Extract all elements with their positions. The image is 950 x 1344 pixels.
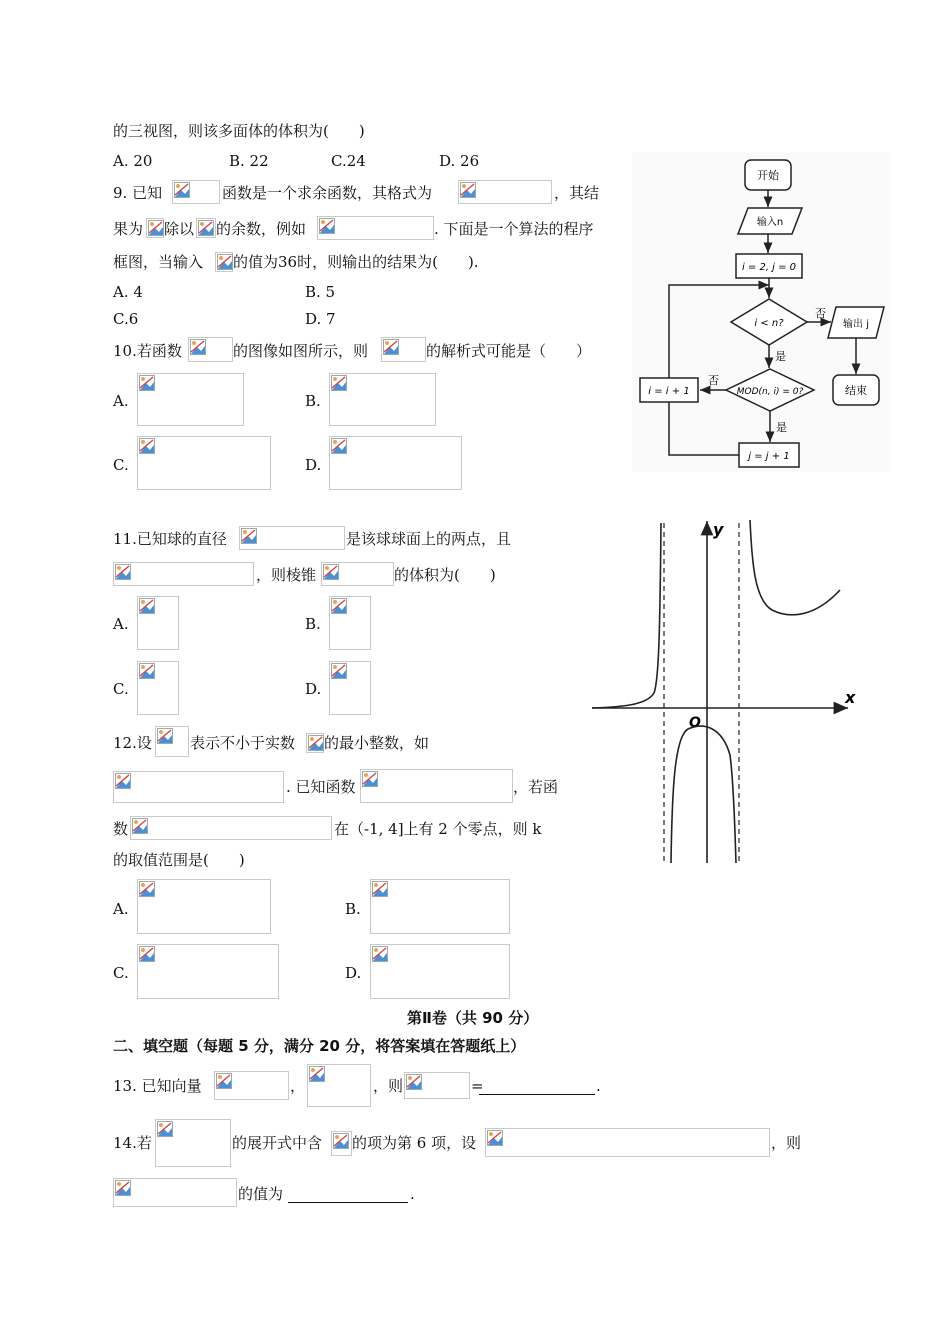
broken-image-icon	[319, 218, 335, 234]
formula-image	[381, 337, 426, 362]
q10-label-c: C.	[113, 456, 129, 474]
formula-image	[172, 180, 220, 204]
flow-init-text: i = 2, j = 0	[741, 262, 797, 273]
formula-image	[130, 816, 332, 840]
formula-image	[239, 526, 345, 550]
q12-label-c: C.	[113, 964, 129, 982]
option-image	[137, 661, 179, 715]
broken-image-icon	[190, 339, 206, 355]
broken-image-icon	[331, 438, 347, 454]
broken-image-icon	[323, 564, 339, 580]
option-image	[137, 879, 271, 934]
q10-label-a: A.	[113, 392, 129, 410]
q12-stem-d: . 已知函数	[286, 778, 356, 796]
broken-image-icon	[198, 220, 214, 236]
formula-image	[113, 562, 254, 586]
q10-label-b: B.	[305, 392, 321, 410]
q11-label-b: B.	[305, 615, 321, 633]
formula-image	[146, 218, 164, 238]
option-image	[137, 944, 279, 999]
q9-line1-c: ，其结	[554, 184, 600, 202]
q12-stem-e: ，若函	[513, 778, 559, 796]
q9-line1-b: 函数是一个求余函数，其格式为	[222, 184, 433, 202]
flow-yes2-label: 是	[776, 421, 787, 434]
q8-stem-tail: 的三视图，则该多面体的体积为( )	[113, 122, 365, 140]
broken-image-icon	[139, 881, 155, 897]
section-title: 第Ⅱ卷（共 90 分）	[407, 1009, 539, 1027]
broken-image-icon	[487, 1130, 503, 1146]
q11-stem-b: 是该球球面上的两点，且	[346, 530, 512, 548]
q10-label-d: D.	[305, 456, 322, 474]
q8-option-d: D. 26	[439, 152, 480, 170]
formula-image	[485, 1128, 770, 1157]
q11-label-d: D.	[305, 680, 322, 698]
formula-image	[307, 1064, 371, 1107]
flow-cond1-text: i < n?	[754, 318, 784, 329]
origin-label: O	[689, 715, 701, 731]
option-image	[370, 944, 510, 999]
q12-label-d: D.	[345, 964, 362, 982]
q14-stem-d: ，则	[771, 1134, 802, 1152]
q13-stem-a: 13. 已知向量	[113, 1077, 202, 1095]
q14-end: .	[410, 1185, 415, 1203]
q9-line1-a: 9. 已知	[113, 184, 163, 202]
formula-image	[215, 252, 233, 272]
function-graph	[592, 515, 862, 867]
option-image	[329, 436, 462, 490]
q9-line3-a: 框图，当输入	[113, 253, 204, 271]
formula-image	[321, 562, 394, 586]
flow-cond2-text: MOD(n, i) = 0?	[736, 387, 804, 397]
formula-image	[458, 180, 552, 204]
broken-image-icon	[115, 564, 131, 580]
option-image	[370, 879, 510, 934]
broken-image-icon	[139, 946, 155, 962]
broken-image-icon	[331, 375, 347, 391]
broken-image-icon	[132, 818, 148, 834]
q9-line2-b: 除以	[164, 220, 195, 238]
q10-stem-a: 10.若函数	[113, 342, 182, 360]
q14-stem-e: 的值为	[238, 1185, 284, 1203]
curve-right-branch	[750, 520, 840, 615]
q13-answer-blank[interactable]	[479, 1080, 595, 1095]
formula-image	[155, 1119, 231, 1167]
formula-image	[317, 216, 434, 240]
q12-stem-b: 表示不小于实数	[190, 734, 296, 752]
q12-stem-c: 的最小整数，如	[324, 734, 430, 752]
flow-incr-i-text: i = i + 1	[648, 386, 690, 397]
q8-option-a: A. 20	[113, 152, 153, 170]
q11-label-c: C.	[113, 680, 129, 698]
formula-image	[113, 1178, 237, 1207]
broken-image-icon	[157, 728, 173, 744]
q12-stem-g: 在（-1, 4]上有 2 个零点，则 k	[334, 820, 542, 838]
q12-label-b: B.	[345, 900, 361, 918]
broken-image-icon	[406, 1074, 422, 1090]
flow-yes1-label: 是	[775, 350, 786, 363]
q11-stem-c: ，则棱锥	[256, 566, 317, 584]
q8-option-b: B. 22	[229, 152, 269, 170]
option-image	[137, 596, 179, 650]
option-image	[137, 373, 244, 426]
q12-stem-a: 12.设	[113, 734, 152, 752]
curve-left-branch	[592, 523, 661, 708]
q13-end: .	[596, 1077, 601, 1095]
q9-line3-b: 的值为36时，则输出的结果为( ).	[233, 253, 479, 271]
flow-incr-j-text: j = j + 1	[748, 451, 790, 462]
broken-image-icon	[217, 254, 233, 270]
q14-stem-c: 的项为第 6 项，设	[352, 1134, 477, 1152]
broken-image-icon	[308, 735, 324, 751]
q9-option-c: C.6	[113, 310, 139, 328]
formula-image	[306, 733, 324, 753]
q10-stem-c: 的解析式可能是（ ）	[426, 342, 592, 360]
option-image	[329, 373, 436, 426]
broken-image-icon	[331, 598, 347, 614]
section-heading: 二、填空题（每题 5 分，满分 20 分，将答案填在答题纸上）	[113, 1037, 526, 1055]
q12-stem-f: 数	[113, 820, 129, 838]
broken-image-icon	[148, 220, 164, 236]
flow-no1-label: 否	[815, 307, 826, 320]
q9-line2-a: 果为	[113, 220, 144, 238]
q12-stem-h: 的取值范围是( )	[113, 851, 245, 869]
flow-end-text: 结束	[845, 384, 867, 397]
flow-start-text: 开始	[757, 169, 779, 182]
flow-no2-label: 否	[708, 374, 719, 387]
x-axis-label: x	[845, 688, 856, 707]
y-axis-label: y	[713, 520, 724, 539]
broken-image-icon	[460, 182, 476, 198]
q9-line2-c: 的余数，例如	[216, 220, 307, 238]
broken-image-icon	[174, 182, 190, 198]
broken-image-icon	[139, 663, 155, 679]
broken-image-icon	[139, 598, 155, 614]
q9-option-d: D. 7	[305, 310, 336, 328]
formula-image	[155, 726, 189, 757]
broken-image-icon	[115, 773, 131, 789]
q13-comma: ，	[290, 1077, 306, 1095]
q14-stem-a: 14.若	[113, 1134, 152, 1152]
broken-image-icon	[331, 663, 347, 679]
q8-option-c: C.24	[331, 152, 366, 170]
formula-image	[331, 1131, 352, 1156]
broken-image-icon	[139, 438, 155, 454]
formula-image	[188, 337, 233, 362]
q9-option-a: A. 4	[113, 283, 143, 301]
q14-stem-b: 的展开式中含	[232, 1134, 323, 1152]
flowchart	[632, 152, 890, 472]
broken-image-icon	[372, 946, 388, 962]
q11-label-a: A.	[113, 615, 129, 633]
q14-answer-blank[interactable]	[288, 1188, 408, 1203]
formula-image	[196, 218, 216, 238]
broken-image-icon	[333, 1133, 349, 1149]
option-image	[137, 436, 271, 490]
option-image	[329, 596, 371, 650]
broken-image-icon	[309, 1066, 325, 1082]
q11-stem-a: 11.已知球的直径	[113, 530, 227, 548]
broken-image-icon	[157, 1121, 173, 1137]
broken-image-icon	[139, 375, 155, 391]
broken-image-icon	[115, 1180, 131, 1196]
q9-option-b: B. 5	[305, 283, 336, 301]
broken-image-icon	[372, 881, 388, 897]
formula-image	[113, 771, 284, 803]
flow-input-text: 输入n	[756, 217, 784, 228]
q13-equals: =	[471, 1077, 484, 1095]
q10-stem-b: 的图像如图所示，则	[233, 342, 369, 360]
flow-output-text: 输出 j	[843, 319, 869, 330]
q12-label-a: A.	[113, 900, 129, 918]
formula-image	[404, 1072, 470, 1099]
q9-line2-d: . 下面是一个算法的程序	[434, 220, 594, 238]
formula-image	[360, 769, 513, 803]
broken-image-icon	[241, 528, 257, 544]
curve-middle-branch	[671, 726, 736, 863]
option-image	[329, 661, 371, 715]
q13-stem-b: ，则	[373, 1077, 404, 1095]
broken-image-icon	[216, 1073, 232, 1089]
q11-stem-d: 的体积为( )	[394, 566, 496, 584]
broken-image-icon	[383, 339, 399, 355]
broken-image-icon	[362, 771, 378, 787]
formula-image	[214, 1071, 289, 1100]
